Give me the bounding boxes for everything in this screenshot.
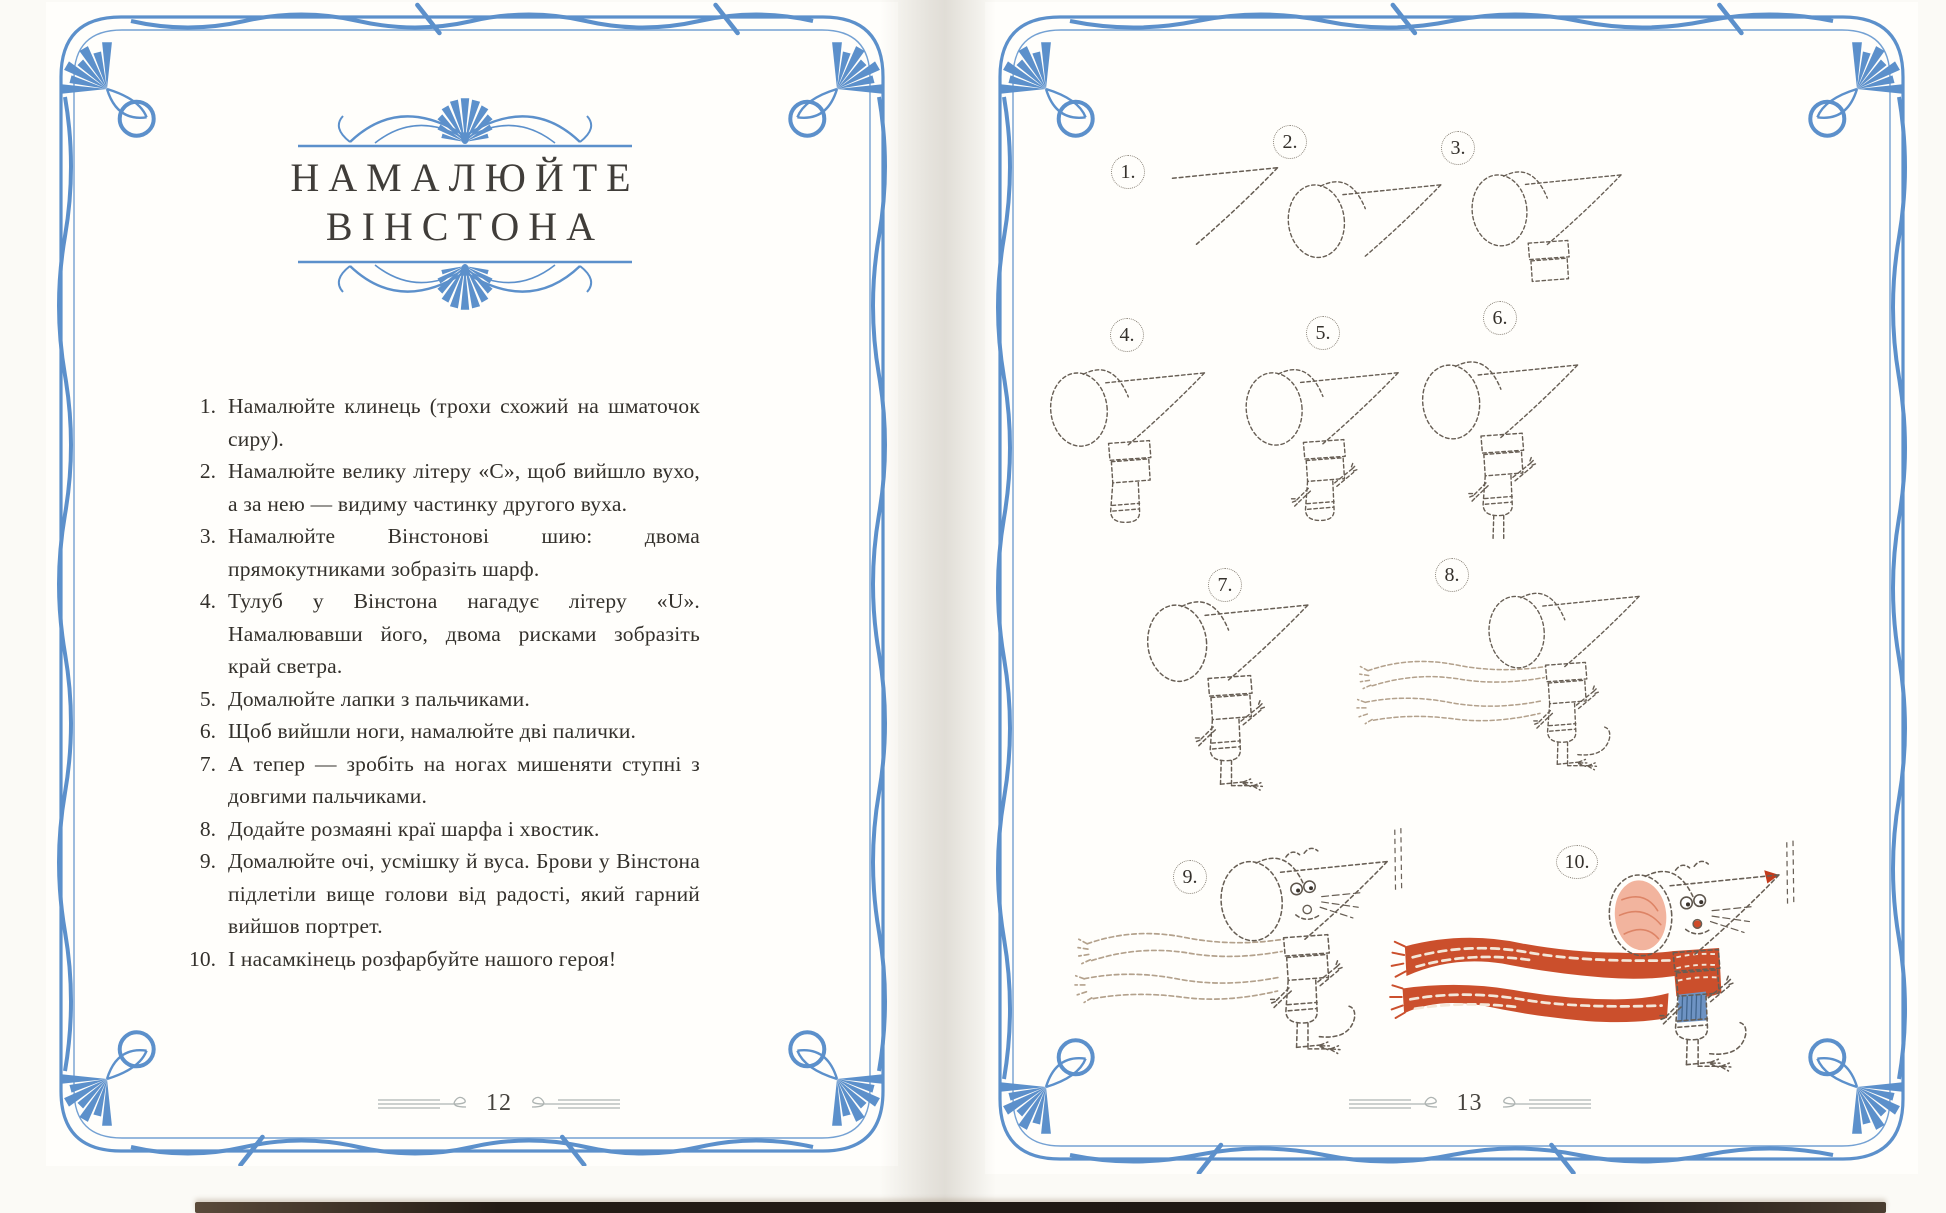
instruction-text: А тепер — зробіть на ногах мишеняти ступні з довгими пальчиками. (228, 751, 700, 808)
left-page (46, 2, 898, 1166)
step-number-badge: 3. (1441, 131, 1475, 165)
instruction-item (180, 715, 700, 748)
step-number-badge: 2. (1273, 125, 1307, 159)
instruction-text: І насамкінець розфарбуйте нашого героя! (228, 946, 617, 971)
instruction-item (180, 683, 700, 716)
step-drawing (1280, 165, 1452, 269)
step-number-badge: 5. (1306, 316, 1340, 350)
instruction-text: Щоб вийшли ноги, намалюйте дві палички. (228, 719, 637, 743)
footer-flourish-icon (526, 1095, 622, 1113)
step-drawing (1373, 836, 1821, 1074)
instruction-item (180, 813, 700, 846)
page-footer-right (1003, 1090, 1936, 1117)
instruction-number: 1. (199, 394, 216, 418)
instruction-text: Домалюйте очі, усмішку й вуса. Брови у Вінстона підлетіли вище голови від радості, який гарний вийшов портрет. (228, 849, 700, 938)
step-drawing (1464, 158, 1632, 286)
step-number-badge: 10. (1556, 845, 1598, 879)
instruction-item (180, 455, 700, 520)
instruction-item (180, 748, 700, 813)
instruction-item (180, 845, 700, 943)
step-number-badge: 8. (1435, 558, 1469, 592)
title-ornament-top (290, 86, 640, 150)
instruction-text: Намалюйте клинець (трохи схожий на шматочок сиру). (228, 394, 700, 451)
instruction-number: 3. (199, 524, 216, 548)
step-drawing (1040, 356, 1218, 528)
instruction-text: Намалюйте Вінстонові шию: двома прямокутниками зобразіть шарф. (228, 524, 700, 581)
instruction-text: Тулуб у Вінстона нагадує літеру «U». Намалювавши його, двома рисками зобразіть край светра. (228, 589, 700, 678)
instruction-number: 5. (199, 686, 216, 711)
book-edge-shadow (195, 1202, 1886, 1213)
instruction-item (180, 390, 700, 455)
footer-flourish-icon (1347, 1095, 1443, 1113)
book-title-line2: ВІНСТОНА (325, 204, 605, 249)
book-gutter (880, 0, 996, 1213)
instruction-number: 2. (199, 459, 216, 483)
page-footer-left (73, 1090, 925, 1117)
instruction-text: Додайте розмаяні краї шарфа і хвостик. (228, 816, 600, 841)
instruction-text: Намалюйте велику літеру «С», щоб вийшло вухо, а за нею — видиму частинку другого вуха. (228, 459, 700, 516)
footer-flourish-icon (376, 1095, 472, 1113)
instruction-item (180, 943, 700, 976)
instruction-number: 9. (199, 849, 216, 873)
instruction-item (180, 585, 700, 683)
step-drawing (1075, 819, 1410, 1061)
instruction-number: 6. (199, 719, 216, 743)
step-number-badge: 6. (1483, 301, 1517, 335)
page-number: 12 (486, 1090, 512, 1116)
book-title-line1: НАМАЛЮЙТЕ (290, 155, 640, 200)
step-drawing (1165, 158, 1285, 254)
step-number-badge: 7. (1208, 568, 1242, 602)
step-drawing (1236, 356, 1414, 526)
instruction-number: 10. (189, 946, 216, 971)
step-number-badge: 9. (1173, 860, 1207, 894)
instruction-text: Домалюйте лапки з пальчиками. (228, 686, 530, 711)
page-number: 13 (1456, 1090, 1483, 1116)
instruction-number: 4. (199, 589, 216, 613)
instruction-list (180, 390, 700, 975)
title-block (290, 86, 640, 336)
instruction-item (180, 520, 700, 585)
step-drawing (1357, 573, 1657, 778)
right-page (985, 2, 1918, 1174)
instruction-number: 7. (199, 751, 216, 776)
step-drawing (1139, 587, 1324, 792)
instruction-number: 8. (199, 816, 216, 841)
step-drawing (1413, 348, 1593, 544)
title-ornament-bottom (290, 258, 640, 322)
step-number-badge: 4. (1110, 318, 1144, 352)
footer-flourish-icon (1497, 1095, 1593, 1113)
step-number-badge: 1. (1111, 155, 1145, 189)
